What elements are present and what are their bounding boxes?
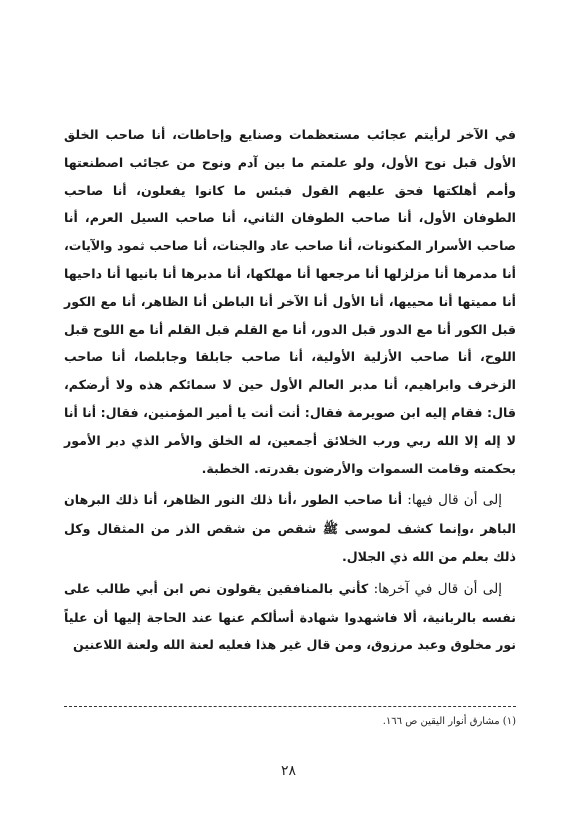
page-number: ٢٨ bbox=[280, 763, 297, 779]
footnote-separator bbox=[64, 706, 516, 707]
paragraph-1: في الآخر لرأيتم عجائب مستعظمات وصنايع وإحاطات، أنا صاحب الخلق الأول قبل نوح الأول، ولو علمتم ما بين آدم ونوح من عجائب اصطنعتها وأمم أهلكتها فحق عليهم القول فبئس ما كانوا يفعلون، أنا صاحب الطوفان الأول، أنا صاحب الطوفان الثاني، أنا صاحب السيل العرم، أنا صاحب الأسرار المكنونات، أنا صاحب عاد والجنات، أنا صاحب ثمود والآيات، أنا مدمرها أنا مزلزلها أنا مرجعها أنا مهلكها، أنا مدبرها أنا بانيها أنا داحيها أنا مميتها أنا محييها، أنا الأول أنا الآخر أنا الباطن أنا الظاهر، أنا مع الكور قبل الكور أنا مع الدور قبل الدور، أنا مع القلم قبل القلم أنا مع اللوح قبل اللوح، أنا صاحب الأزلية الأولية، أنا صاحب جابلقا وجابلصا، أنا صاحب الزخرف وابراهيم، أنا مدبر العالم الأول حين لا سمائكم هذه ولا أرضكم، قال: فقام إليه ابن صويرمة فقال: أنت أنت يا أمير المؤمنين، فقال: أنا أنا لا إله إلا الله ربي ورب الخلائق أجمعين، له الخلق والأمر الذي دبر الأمور بحكمته وقامت السموات والأرضون بقدرته. الخطبة. bbox=[64, 127, 516, 476]
footnote: (١) مشارق أنوار اليقين ص ١٦٦. bbox=[382, 716, 516, 727]
paragraph-2-lead: إلى أن قال فيها: bbox=[402, 492, 503, 509]
paragraph-2 bbox=[64, 486, 516, 570]
paragraph-3-body: كأني بالمنافقين يقولون نص ابن أبي طالب على نفسه بالربانية، ألا فاشهدوا شهادة أسألكم عنها عند الحاجة إليها أن علياً نور مخلوق وعبد مرزوق، ومن قال غير هذا فعليه لعنة الله ولعنة اللاعنين bbox=[64, 580, 516, 653]
paragraph-3-lead: إلى أن قال في آخرها: bbox=[368, 580, 503, 597]
paragraph-3 bbox=[64, 575, 516, 659]
paragraph-2-body: أنا صاحب الطور ،أنا ذلك النور الظاهر، أنا ذلك البرهان الباهر ،وإنما كشف لموسى ﷺ شقص من شقص الذر من المثقال وكل ذلك بعلم من الله ذي الجلال. bbox=[64, 492, 516, 564]
main-text bbox=[64, 121, 516, 659]
